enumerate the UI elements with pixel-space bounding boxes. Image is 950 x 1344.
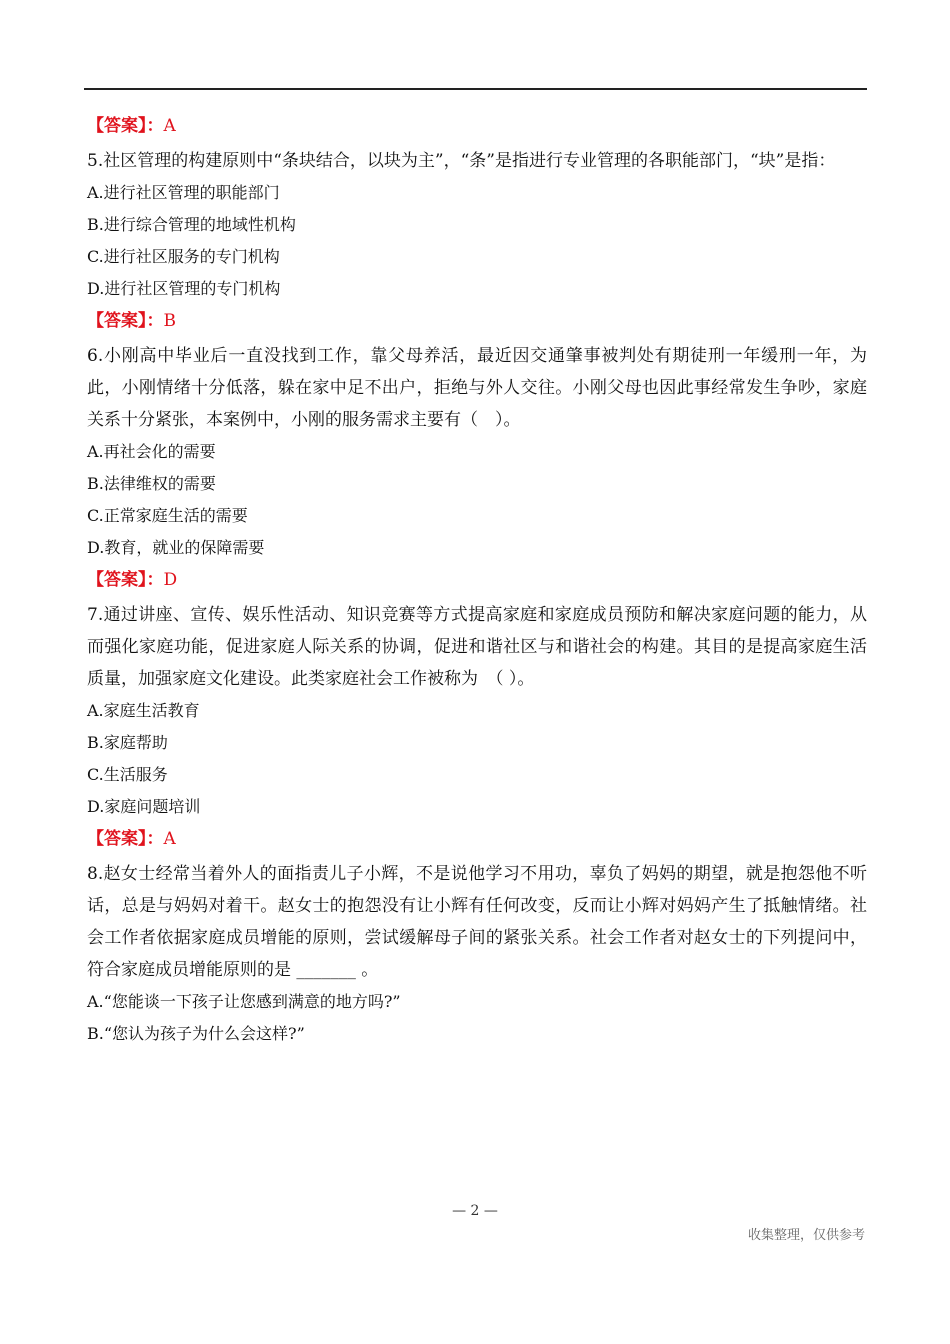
footer-note: 收集整理，仅供参考 — [747, 1228, 865, 1243]
answer-label: 【答案】： — [87, 311, 164, 331]
option-c: C.生活服务 — [87, 765, 168, 784]
answer-line — [87, 305, 867, 338]
option-c: C.正常家庭生活的需要 — [87, 506, 248, 525]
answer-line — [87, 823, 867, 856]
answer-value: A — [163, 829, 176, 849]
answer-label: 【答案】： — [87, 829, 164, 849]
option-d: D.家庭问题培训 — [87, 797, 201, 816]
option-a: A.家庭生活教育 — [87, 701, 200, 720]
option-d: D.进行社区管理的专门机构 — [87, 279, 281, 298]
answer-label: 【答案】： — [87, 570, 164, 590]
question-text: 7.通过讲座、宣传、娱乐性活动、知识竞赛等方式提高家庭和家庭成员预防和解决家庭问题的能力，从而强化家庭功能，促进家庭人际关系的协调，促进和谐社区与和谐社会的构建。其目的是提高家庭生活质量，加强家庭文化建设。此类家庭社会工作被称为 （ ）。 — [87, 605, 867, 689]
option-d: D.教育，就业的保障需要 — [87, 538, 265, 557]
question-text: 8.赵女士经常当着外人的面指责儿子小辉，不是说他学习不用功，辜负了妈妈的期望，就是抱怨他不听话，总是与妈妈对着干。赵女士的抱怨没有让小辉有任何改变，反而让小辉对妈妈产生了抵触情绪。社会工作者依据家庭成员增能的原则，尝试缓解母子间的紧张关系。社会工作者对赵女士的下列提问中，符合家庭成员增能原则的是 _______ 。 — [87, 864, 867, 980]
option-a: A.“您能谈一下孩子让您感到满意的地方吗?” — [87, 992, 401, 1011]
answer-line — [87, 564, 867, 597]
answer-line — [87, 110, 867, 143]
option-a: A.再社会化的需要 — [87, 442, 216, 461]
answer-label: 【答案】： — [87, 116, 164, 136]
answer-value: D — [163, 570, 178, 590]
option-b: B.“您认为孩子为什么会这样?” — [87, 1024, 305, 1043]
answer-value: A — [163, 116, 176, 136]
option-a: A.进行社区管理的职能部门 — [87, 183, 280, 202]
option-c: C.进行社区服务的专门机构 — [87, 247, 280, 266]
option-b: B.家庭帮助 — [87, 733, 168, 752]
option-b: B.进行综合管理的地域性机构 — [87, 215, 296, 234]
question-text: 6.小刚高中毕业后一直没找到工作，靠父母养活，最近因交通肇事被判处有期徒刑一年缓刑一年，为此，小刚情绪十分低落，躲在家中足不出户，拒绝与外人交往。小刚父母也因此事经常发生争吵，家庭关系十分紧张，本案例中，小刚的服务需求主要有（ ）。 — [87, 346, 867, 430]
answer-value: B — [163, 311, 176, 331]
option-b: B.法律维权的需要 — [87, 474, 216, 493]
question-text: 5.社区管理的构建原则中“条块结合，以块为主”，“条”是指进行专业管理的各职能部门，“块”是指： — [87, 151, 836, 171]
page-number: — 2 — — [452, 1203, 498, 1219]
question-content — [87, 110, 867, 1050]
header-rule — [84, 88, 867, 90]
